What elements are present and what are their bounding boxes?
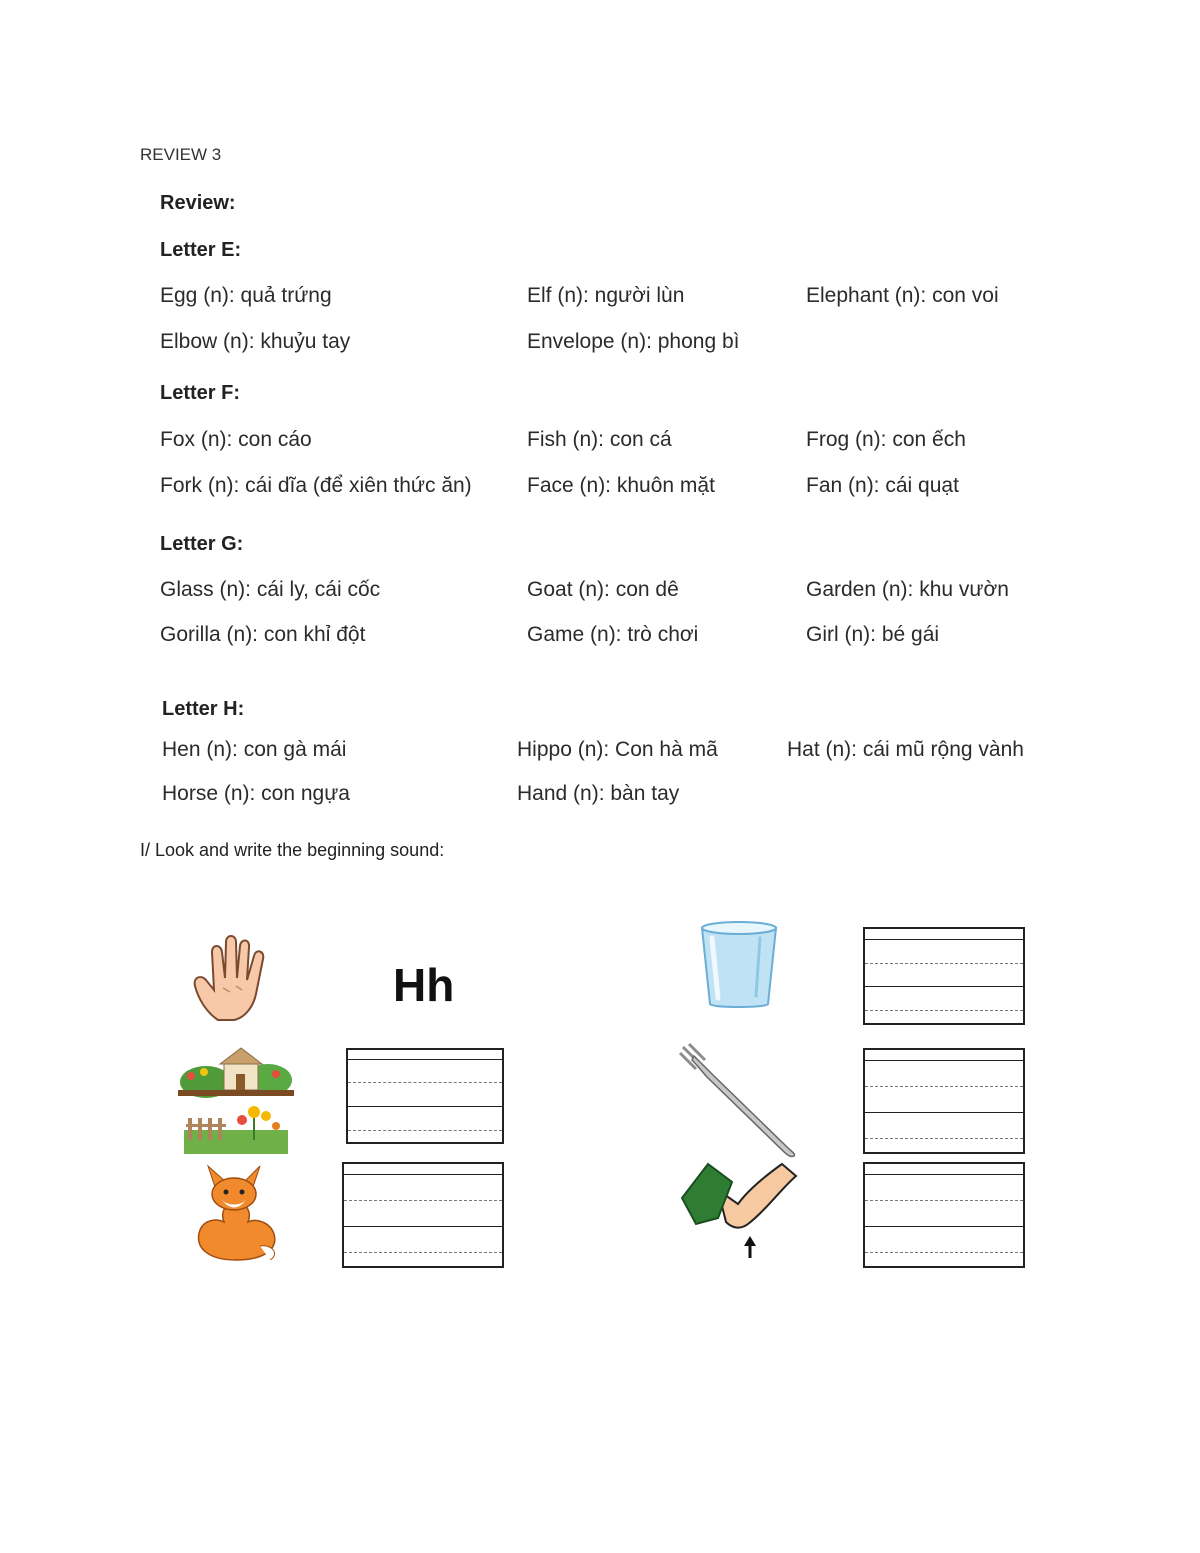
vocab-item: Hippo (n): Con hà mã [517, 738, 718, 761]
vocab-item: Fan (n): cái quạt [806, 474, 959, 497]
letter-e-heading: Letter E: [160, 239, 242, 261]
vocab-item: Goat (n): con dê [527, 578, 679, 601]
vocab-item: Girl (n): bé gái [806, 623, 940, 646]
vocab-item: Egg (n): quả trứng [160, 284, 332, 307]
vocab-item: Elf (n): người lùn [527, 284, 685, 307]
vocab-item: Game (n): trò chơi [527, 623, 699, 646]
vocab-item: Horse (n): con ngựa [162, 782, 350, 805]
example-answer: Hh [393, 959, 455, 1011]
writing-box[interactable] [346, 1048, 504, 1144]
elbow-icon [678, 1160, 800, 1262]
vocab-item: Frog (n): con ếch [806, 428, 966, 451]
vocab-item: Garden (n): khu vườn [806, 578, 1009, 601]
hand-icon [178, 928, 298, 1028]
vocab-item: Face (n): khuôn mặt [527, 474, 715, 497]
writing-box[interactable] [863, 927, 1025, 1025]
letter-h-heading: Letter H: [162, 698, 245, 720]
vocab-item: Elephant (n): con voi [806, 284, 999, 307]
vocab-item: Fox (n): con cáo [160, 428, 312, 451]
document-title: REVIEW 3 [140, 145, 222, 164]
vocab-item: Hen (n): con gà mái [162, 738, 347, 761]
review-heading: Review: [160, 192, 236, 214]
writing-box[interactable] [863, 1048, 1025, 1154]
vocab-item: Fork (n): cái dĩa (để xiên thức ăn) [160, 474, 472, 497]
letter-g-heading: Letter G: [160, 533, 244, 555]
fox-icon [186, 1160, 286, 1262]
vocab-item: Fish (n): con cá [527, 428, 672, 451]
letter-f-heading: Letter F: [160, 382, 240, 404]
fork-icon [678, 1042, 802, 1158]
vocab-item: Hat (n): cái mũ rộng vành [787, 738, 1024, 761]
vocab-item: Elbow (n): khuỷu tay [160, 330, 351, 353]
exercise-instruction: I/ Look and write the beginning sound: [140, 840, 445, 860]
garden-icon [176, 1042, 296, 1157]
writing-box[interactable] [342, 1162, 504, 1268]
writing-box[interactable] [863, 1162, 1025, 1268]
vocab-item: Glass (n): cái ly, cái cốc [160, 578, 381, 601]
vocab-item: Gorilla (n): con khỉ đột [160, 623, 366, 646]
vocab-item: Hand (n): bàn tay [517, 782, 680, 805]
vocab-item: Envelope (n): phong bì [527, 330, 740, 353]
glass-icon [698, 920, 780, 1012]
